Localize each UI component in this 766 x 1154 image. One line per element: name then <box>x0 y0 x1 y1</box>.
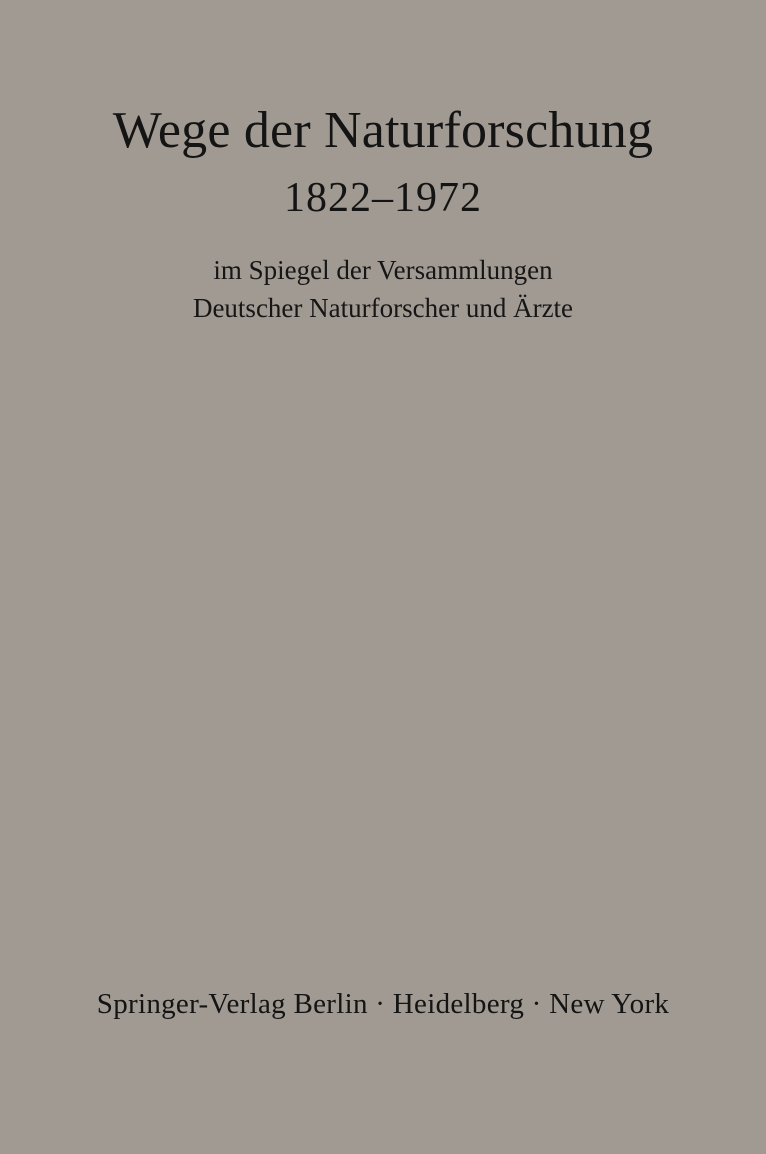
year-range: 1822–1972 <box>284 174 482 221</box>
subtitle <box>0 251 766 328</box>
subtitle-line-1: im Spiegel der Versammlungen <box>213 254 553 285</box>
page-title: Wege der Naturforschung <box>112 102 654 159</box>
publisher-imprint: Springer-Verlag Berlin · Heidelberg · New York <box>96 988 670 1020</box>
subtitle-line-2: Deutscher Naturforscher und Ärzte <box>192 293 574 324</box>
title-block <box>0 104 766 327</box>
